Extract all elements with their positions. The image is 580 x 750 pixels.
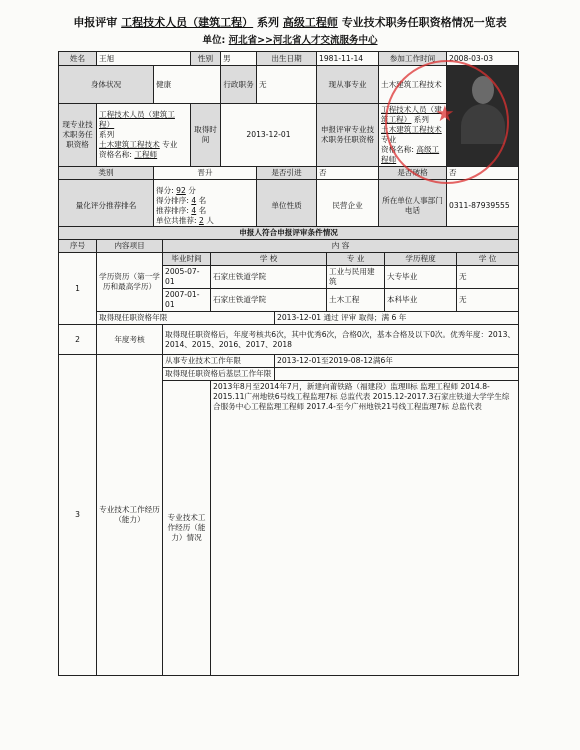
current-qual-series-value: 工程技术人员（建筑工程） <box>99 110 175 129</box>
introduced-label: 是否引进 <box>257 167 317 180</box>
birth-value: 1981-11-14 <box>317 52 379 66</box>
score-unit-3: 名 <box>198 205 207 215</box>
score-value-4: 2 <box>198 215 204 225</box>
apply-qual-label: 申报评审专业技术职务任职资格 <box>317 104 379 167</box>
edu-row-xuewei: 无 <box>457 289 519 312</box>
score-label-1: 得分: <box>156 185 174 195</box>
current-qual-name-value: 工程师 <box>134 150 158 159</box>
obtain-time-value: 2013-12-01 <box>221 104 317 167</box>
unit-line <box>0 32 580 46</box>
health-label: 身体状况 <box>59 66 154 104</box>
edu-head-major: 专 业 <box>327 253 385 266</box>
major-label: 现从事专业 <box>317 66 379 104</box>
apply-qual-name-label: 资格名称: <box>381 145 414 154</box>
post-label: 行政职务 <box>221 66 257 104</box>
conditions-table <box>58 226 519 676</box>
current-qual-value <box>97 104 191 167</box>
annual-text: 取得现任职资格后，年度考核共6次，其中优秀6次，合格0次，基本合格及以下0次。优秀年度：2013、2014、2015、2016、2017、2018 <box>163 325 519 355</box>
exp-years-value: 2013-12-01至2019-08-12满6年 <box>275 355 519 368</box>
edu-head-school: 学 校 <box>211 253 327 266</box>
score-unit-2: 名 <box>198 195 207 205</box>
edu-head-degree: 学历程度 <box>385 253 457 266</box>
exp-text: 2013年8月至2014年7月，新建向莆铁路（福建段）监理II标 监理工程师 2014.8-2015.11广州地铁6号线工程监理7标 总监代表 2015.12-2017.3石家庄铁道大学学生综合服务中心工程监理工程师 2017.4-至今广州地铁21号线工程监理7标 总监代表 <box>211 381 519 676</box>
section-header: 申报人符合申报评审条件情况 <box>59 227 519 240</box>
major-value: 土木建筑工程技术 <box>379 66 447 104</box>
current-qual-name-label: 资格名称: <box>99 150 132 159</box>
exceptional-label: 是否破格 <box>379 167 447 180</box>
gender-value: 男 <box>221 52 257 66</box>
work-label: 参加工作时间 <box>379 52 447 66</box>
introduced-value: 否 <box>317 167 379 180</box>
current-qual-label: 现专业技术职务任职资格 <box>59 104 97 167</box>
exceptional-value: 否 <box>447 167 519 180</box>
gender-label: 性别 <box>191 52 221 66</box>
score-label: 量化评分推荐排名 <box>59 180 154 232</box>
apply-qual-series-value: 工程技术人员（建筑工程） <box>381 105 442 124</box>
edu-row-major: 工业与民用建筑 <box>327 266 385 289</box>
title-level: 高级工程师 <box>282 16 338 29</box>
exp-base-label: 取得现任职资格后基层工作年限 <box>163 368 275 381</box>
title-mid: 系列 <box>257 16 279 29</box>
seal-star-icon: ★ <box>435 102 455 127</box>
category-label: 类别 <box>59 167 154 180</box>
score-value-1: 92 <box>176 185 186 195</box>
score-label-3: 推荐排序: <box>156 205 189 215</box>
hr-phone-label: 所在单位人事部门电话 <box>379 180 447 232</box>
hr-phone-value: 0311-87939555 <box>447 180 519 232</box>
obtain-time-label: 取得时间 <box>191 104 221 167</box>
exp-no: 3 <box>59 355 97 676</box>
current-qual-major-value: 土木建筑工程技术 <box>99 140 160 149</box>
unit-value: 河北省>>河北省人才交流服务中心 <box>228 35 378 46</box>
page-title <box>0 14 580 30</box>
edu-row-school: 石家庄铁道学院 <box>211 266 327 289</box>
edu-label: 学历资历（第一学历和最高学历） <box>97 253 163 312</box>
edu-row-major: 土木工程 <box>327 289 385 312</box>
score-unit-4: 人 <box>206 215 214 225</box>
col-no: 序号 <box>59 240 97 253</box>
edu-years-value: 2013-12-01 通过 评审 取得；满 6 年 <box>275 312 519 325</box>
title-series: 工程技术人员（建筑工程） <box>121 16 254 29</box>
official-seal <box>385 60 509 184</box>
edu-head-xuewei: 学 位 <box>457 253 519 266</box>
post-value: 无 <box>257 66 317 104</box>
edu-head-time: 毕业时间 <box>163 253 211 266</box>
edu-no: 1 <box>59 253 97 325</box>
org-type-value: 民营企业 <box>317 180 379 232</box>
score-unit-1: 分 <box>188 185 196 195</box>
current-qual-major-label: 专业 <box>162 140 178 149</box>
exp-sub-label: 专业技术工作经历（能力）情况 <box>163 381 211 676</box>
score-label-4: 单位共推荐: <box>156 215 197 225</box>
category-value: 晋升 <box>154 167 257 180</box>
score-value-3: 4 <box>191 205 197 215</box>
edu-years-label: 取得现任职资格年限 <box>97 312 275 325</box>
name-label: 姓名 <box>59 52 97 66</box>
apply-qual-series-label: 系列 <box>413 115 429 124</box>
edu-row-time: 2005-07-01 <box>163 266 211 289</box>
health-value: 健康 <box>154 66 221 104</box>
edu-row-xuewei: 无 <box>457 266 519 289</box>
score-values <box>154 180 257 232</box>
apply-qual-major-label: 专业 <box>381 135 397 144</box>
edu-row-degree: 本科毕业 <box>385 289 457 312</box>
apply-qual-name-value: 高级工程师 <box>381 145 440 164</box>
org-type-label: 单位性质 <box>257 180 317 232</box>
exp-base-value <box>275 368 519 381</box>
unit-label: 单位: <box>202 35 226 46</box>
edu-row-school: 石家庄铁道学院 <box>211 289 327 312</box>
birth-label: 出生日期 <box>257 52 317 66</box>
score-label-2: 得分排序: <box>156 195 189 205</box>
current-qual-series-label: 系列 <box>99 130 115 139</box>
title-suffix: 专业技术职务任职资格情况一览表 <box>341 16 507 29</box>
apply-qual-major-value: 土木建筑工程技术 <box>381 125 442 134</box>
work-value: 2008-03-03 <box>447 52 519 66</box>
name-value: 王旭 <box>97 52 191 66</box>
col-item: 内容项目 <box>97 240 163 253</box>
title-prefix: 申报评审 <box>73 16 118 29</box>
edu-row-degree: 大专毕业 <box>385 266 457 289</box>
score-value-2: 4 <box>191 195 197 205</box>
exp-label: 专业技术工作经历（能力） <box>97 355 163 676</box>
annual-no: 2 <box>59 325 97 355</box>
col-content: 内 容 <box>163 240 519 253</box>
edu-row-time: 2007-01-01 <box>163 289 211 312</box>
annual-label: 年度考核 <box>97 325 163 355</box>
exp-years-label: 从事专业技术工作年限 <box>163 355 275 368</box>
